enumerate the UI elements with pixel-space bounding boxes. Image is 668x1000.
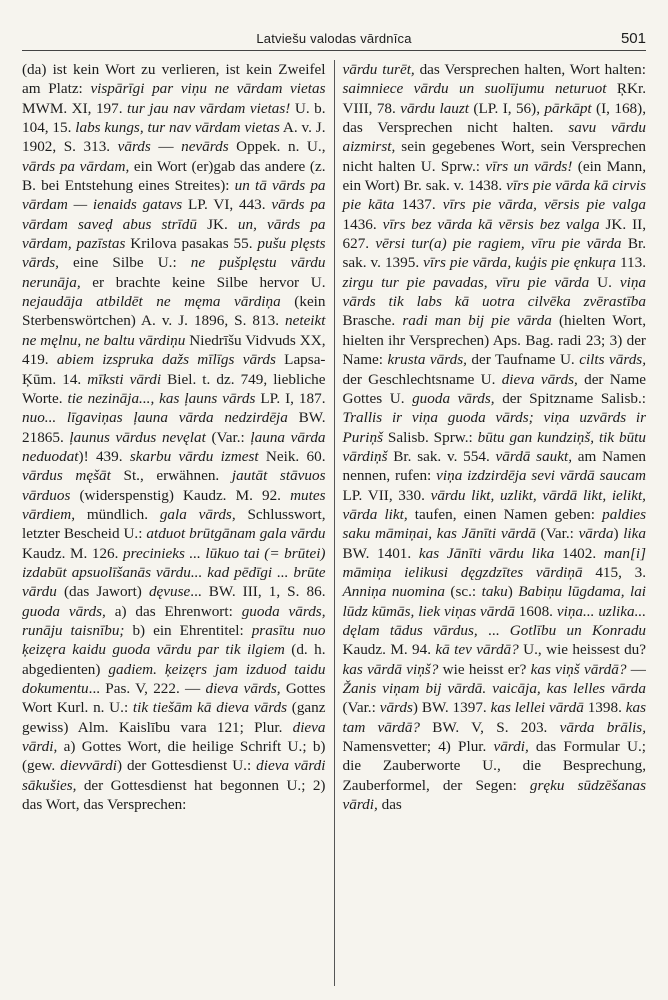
gloss-text: (Var.: [205,428,251,446]
latvian-example: viņa... uzlika... dęlam tādus vārdus, [342,602,646,639]
gloss-text: er brachte keine Silbe hervor U. [80,273,326,291]
gloss-text: 1436. [342,215,383,233]
running-title: Latviešu valodas vārdnīca [256,30,412,46]
latvian-example: nevārds [181,138,229,156]
latvian-example: vispārīgi par viņu ne vārdam vietas [90,80,326,98]
gloss-text: am Namen nennen, rufen: [342,447,646,485]
left-column-text [22,60,326,814]
latvian-example: labs kungs, tur nav vārdam vietas [75,119,280,137]
left-column [22,60,334,986]
latvian-example: kā tev vārdā? [435,641,519,659]
latvian-example: pārkāpt [544,99,592,117]
gloss-text: (Var.: [535,525,579,543]
gloss-text: Gottes Wort Kurl. n. U.: [22,680,326,717]
latvian-example: radi man bij pie vārda [402,312,552,330]
latvian-example: Trallis ir viņa guoda vārds; [342,409,534,427]
latvian-example: vārdu likt, uzlikt, vārdā likt, ielikt, vārda likt, [342,486,646,523]
gloss-text: Schlusswort, letzter Bescheid U.: [22,505,326,543]
gloss-text: JK. II, 627. [342,215,646,253]
gloss-text: a) das Ehrenwort: [105,602,242,620]
latvian-example: viņa uzvārds ir Puriņš [342,409,646,446]
gloss-text [534,409,544,426]
gloss-text: MWM. XI, 197. [22,99,128,117]
gloss-text: Salisb. Sprw.: [383,428,478,446]
gloss-text: b) ein Ehrentitel: [124,621,252,639]
latvian-example: ļaunus vārdus nevęlat [69,428,206,446]
gloss-text: mündlich. [75,505,160,523]
latvian-example: zirgu tur pie pavadas, vīru pie vārda [342,273,590,291]
gloss-text: U. [589,273,620,291]
gloss-text: )! 439. [78,447,130,465]
latvian-example: neteikt ne męlnu, ne baltu vārdiņu [22,312,326,349]
gloss-text: — [626,660,646,678]
page-number: 501 [620,30,646,47]
gloss-text: BW. 1401. [342,544,419,562]
latvian-example: vīrs pie vārda, kuģis pie ęnkuŗa [423,254,616,272]
gloss-text: Brasche. [342,312,403,330]
gloss-text: das [377,796,402,814]
latvian-example: vīrs pie vārda kā cirvis pie kāta [342,177,646,214]
latvian-example: dieva vārdi sākušies, [22,757,326,794]
latvian-example: ne pušplęstu vārdu nerunāja, [22,254,326,291]
gloss-text: eine Silbe U.: [58,254,191,272]
latvian-example: vīrs un vārds! [485,157,573,175]
gloss-text: 113. [615,254,646,272]
gloss-text: 1608. [514,602,557,620]
latvian-example: vārds pa vārdam, [22,157,130,175]
latvian-example: kas viņš vārdā? [530,660,627,678]
latvian-example: tik tiešām kā dieva vārds [132,699,288,717]
gloss-text: ) BW. 1397. [412,699,491,717]
gloss-text: (ein Mann, ein Wort) Br. sak. v. 1438. [342,157,646,195]
gloss-text: (d. h. abgedienten) [22,641,326,678]
gloss-text: 415, 3. [582,563,646,581]
latvian-example: prasītu nuo ķeizęra kaidu guoda vārdu par tik ilgiem [22,621,326,659]
gloss-text: 1437. [394,196,443,214]
latvian-example: gadiem. ķeizęrs jam izduod taidu dokumentu [22,660,326,697]
latvian-example: nejaudāja atbildēt ne męma vārdiņa [22,293,281,311]
latvian-example: Žanis viņam bij vārdā. vaicāja, kas lelles vārda [342,680,646,697]
gloss-text: Br. sak. v. 1395. [342,235,646,272]
gloss-text: Biel. t. dz. 749, liebliche Worte. [22,370,326,407]
latvian-example: gala vārds, [159,505,236,523]
gloss-text: (da) ist kein Wort zu verlieren, ist kein Zweifel am Platz: [22,61,326,98]
gloss-text: (widerspenstig) Kaudz. M. 92. [70,486,291,504]
latvian-example: viņa izdzirdēja sevi vārdā saucam [436,467,646,485]
latvian-example: vārds [117,138,151,156]
latvian-example: krusta vārds, [387,351,467,369]
latvian-example: ļauna vārda neduodat [22,428,326,465]
latvian-example: jautāt stāvuos vārduos [22,467,326,504]
text-columns [22,60,646,986]
latvian-example: man[i] māmiņa ielikusi dęgzdzītes vārdiņā [342,544,646,581]
gloss-text: ) der Gottesdienst U.: [116,757,257,775]
latvian-example: cilts vārds, [579,351,646,369]
gloss-text: ... BW. III, 1, S. 86. [190,583,326,601]
gloss-text: Kaudz. M. 126. [22,544,124,562]
latvian-example: guoda vārds, [22,602,106,620]
latvian-example: vīrs pie vārda, vērsis pie valga [442,196,646,214]
latvian-example: kas lellei vārdā [490,699,584,717]
gloss-text: ... Pas. V, 222. — [88,680,206,697]
gloss-text: St., erwähnen. [110,467,232,485]
gloss-text: Krilova pasakas 55. [125,235,258,253]
gloss-text: LP. VII, 330. [342,486,431,504]
gloss-text: (kein Sterbenswörtchen) A. v. J. 1896, S. 813. [22,293,326,330]
latvian-example: mutes vārdiem, [22,486,326,523]
gloss-text: BW. V, S. 203. [420,718,560,736]
latvian-example: lika [623,525,646,543]
gloss-text: sein gegebenes Wort, sein Versprechen nicht halten U. Sprw.: [342,138,646,175]
latvian-example: vārds pa vārdam saveḑ abus strīdū [22,196,326,233]
latvian-example: tie nezināja..., kas ļauns vārds [67,389,256,407]
latvian-example: un tā vārds pa vārdam — ienaids gatavs [22,177,326,214]
latvian-example: precinieks ... lūkuo tai (= brūtei) izdabūt apsuolīšanās vārdu... kad pēdīgi ... brūte vārdu [22,544,326,601]
gloss-text: taufen, einen Namen geben: [407,505,603,523]
gloss-text: 1398. [583,699,626,717]
latvian-example: atduot brūtgānam gala vārdu [146,525,326,543]
gloss-text: a) Gottes Wort, die heilige Schrift U.; b) (gew. [22,738,326,775]
gloss-text: Namensvetter; 4) Plur. [342,738,494,756]
gloss-text: das Formular U.; die Zauberworte U., die Besprechung, Zauberformel, der Segen: [342,738,646,794]
latvian-example: vārdā saukt, [495,447,573,465]
latvian-example: pušu plęsts vārds, [22,235,326,272]
gloss-text: (hielten Wort, hielten ihr Versprechen) Aps. Bag. radi 23; 3) der Name: [342,312,646,369]
latvian-example: Anniņa nuomina [342,583,445,601]
latvian-example: viņa vārds tik labs kā uotra cilvēka zvērastība [342,273,646,311]
gloss-text: der Gottesdienst hat begonnen U.; 2) das Wort, das Versprechen: [22,776,326,814]
gloss-text: Niedrīšu Vidvuds XX, 419. [22,331,326,369]
gloss-text: 1402. [554,544,604,562]
gloss-text: BW. 21865. [22,409,326,446]
latvian-example: dęvuse [148,583,191,601]
latvian-example: dieva vārds, [501,370,578,388]
gloss-text: — [150,138,182,156]
gloss-text: der Geschlechtsname U. [342,370,502,388]
gloss-text: das Versprechen halten, Wort halten: [414,61,646,78]
gloss-text: Lapsa-Ķūm. 14. [22,351,326,388]
latvian-example: saimniece vārdu un suolījumu neturuot [342,80,607,98]
latvian-example: abiem izspruka dažs mīlīgs vārds [56,351,276,369]
gloss-text: U., wie heissest du? [518,641,646,659]
latvian-example: vārdus męšāt [22,467,111,485]
latvian-example: vārda brālis, [559,718,646,736]
latvian-example: savu vārdu aizmirst, [342,119,646,156]
gloss-text: der Taufname U. [466,351,580,369]
gloss-text: der Spitzname Salisb.: [494,389,646,407]
right-column [334,60,647,986]
gloss-text: (das Jawort) [56,583,149,601]
gloss-text: LP. I, 187. [255,389,326,407]
gloss-text: Neik. 60. [258,447,326,465]
latvian-example: gręku sūdzēšanas vārdi, [342,776,646,814]
gloss-text: ŖKr. VIII, 78. [342,80,646,117]
latvian-example: un, vārds pa vārdam, pazīstas [22,215,326,253]
gloss-text: Br. sak. v. 554. [387,447,496,465]
latvian-example: būtu gan kundziņš, tik būtu vārdiņš [342,428,646,465]
latvian-example: guoda vārds, [412,389,495,407]
latvian-example: nuo... līgaviņas ļauna vārda nedzirdēja [22,409,288,427]
latvian-example: vārdu lauzt [400,99,470,117]
gloss-text: ) [613,525,624,543]
page-header [22,26,646,51]
gloss-text: ) [507,583,519,601]
gloss-text: wie heisst er? [438,660,531,678]
gloss-text: Oppek. n. U., [228,138,326,156]
latvian-example: vīrs bez vārda kā vērsis bez valga [382,215,600,233]
gloss-text: (I, 168), das Versprechen nicht halten. [342,99,646,137]
gloss-text: der Name Gottes U. [342,370,646,407]
gloss-text: A. v. J. 1902, S. 313. [22,119,326,156]
latvian-example: tur jau nav vārdam vietas! [127,99,291,117]
latvian-example: vārds [379,699,413,717]
gloss-text: (sc.: [444,583,482,601]
latvian-example: kas Jānīti vārdu lika [418,544,555,562]
gloss-text: JK. [196,215,238,233]
latvian-example: Gotlību un Konradu [509,621,646,639]
latvian-example: Babiņu lūgdama, lai lūdz kūmās, liek viņas vārdā [342,583,646,620]
latvian-example: vērsi tur(a) pie ragiem, vīru pie vārda [375,235,622,253]
gloss-text: ein Wort (er)gab das andere (z. B. bei Entstehung eines Streites): [22,157,326,195]
latvian-example: guoda vārds, runāju taisnību; [22,602,326,639]
gloss-text: LP. VI, 443. [182,196,272,214]
latvian-example: kas vārdā viņš? [342,660,439,678]
latvian-example: kas tam vārdā? [342,699,646,736]
latvian-example: dievvārdi [60,757,117,775]
right-column-text [343,60,647,814]
latvian-example: dieva vārdi, [22,718,326,756]
gloss-text: ... [477,621,510,639]
latvian-example: taku [481,583,508,601]
latvian-example: vārda [578,525,614,543]
latvian-example: skarbu vārdu izmest [129,447,259,465]
gloss-text: (Var.: [342,699,380,717]
latvian-example: vārdu turēt, [342,61,415,78]
gloss-text: (ganz gewiss) Alm. Kaislību vara 121; Plur. [22,699,326,736]
latvian-example: vārdi, [493,738,529,756]
gloss-text: U. b. 104, 15. [22,99,326,137]
latvian-example: mīksti vārdi [87,370,162,388]
gloss-text: (LP. I, 56), [469,99,545,117]
latvian-example: paldies saku māmiņai, kas Jānīti vārdā [342,505,646,543]
gloss-text: Kaudz. M. 94. [342,641,436,659]
latvian-example: dieva vārds, [205,680,281,697]
